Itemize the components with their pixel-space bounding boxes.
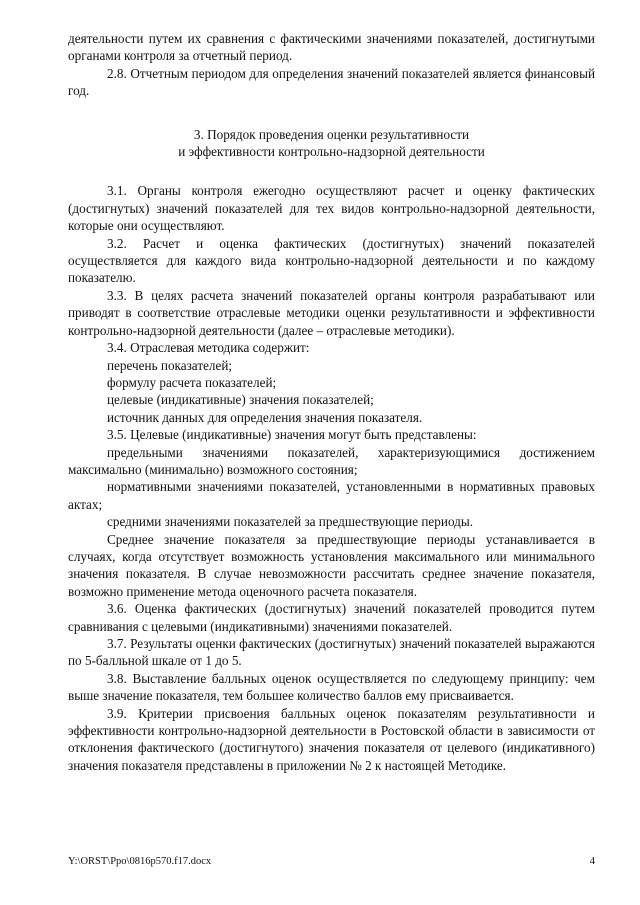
section-heading-line-1: 3. Порядок проведения оценки результативности xyxy=(193,126,470,142)
footer-file-path: Y:\ORST\Ppo\0816p570.f17.docx xyxy=(68,856,212,867)
paragraph-3-4: 3.4. Отраслевая методика содержит: xyxy=(107,340,310,356)
list-item: перечень показателей; xyxy=(107,357,233,373)
list-item: целевые (индикативные) значения показателей; xyxy=(107,392,374,408)
document-body xyxy=(68,30,595,774)
list-item: формулу расчета показателей; xyxy=(107,374,277,390)
paragraph-3-1: 3.1. Органы контроля ежегодно осуществляют расчет и оценку фактических (достигнутых) значений показателей для тех видов контрольно-надзорной деятельности, которые они осуществляют. xyxy=(68,183,595,234)
page-number: 4 xyxy=(589,856,595,867)
paragraph-3-2: 3.2. Расчет и оценка фактических (достигнутых) значений показателей осуществляется для каждого вида контрольно-надзорной деятельности и по каждому показателю. xyxy=(68,235,595,286)
paragraph-2-8: 2.8. Отчетным периодом для определения значений показателей является финансовый год. xyxy=(68,65,595,99)
paragraph-continuation: деятельности путем их сравнения с фактическими значениями показателей, достигнутыми органами контроля за отчетный период. xyxy=(68,31,595,64)
paragraph-3-6: 3.6. Оценка фактических (достигнутых) значений показателей проводится путем сравнивания с целевыми (индикативными) значениями показателей. xyxy=(68,601,595,634)
section-heading-line-2: и эффективности контрольно-надзорной деятельности xyxy=(178,144,485,160)
paragraph-3-9: 3.9. Критерии присвоения балльных оценок показателям результативности и эффективности контрольно-надзорной деятельности в Ростовской области в зависимости от отклонения фактического (достигнутого) значения показателя от целевого (индикативного) значения показателя представлены в приложении № 2 к настоящей Методике. xyxy=(68,705,595,773)
page-footer xyxy=(68,856,595,867)
paragraph-3-3: 3.3. В целях расчета значений показателей органы контроля разрабатывают или приводят в соответствие отраслевые методики оценки результативности и эффективности контрольно-надзорной деятельности (далее – отраслевые методики). xyxy=(68,287,595,338)
paragraph-average-value: Среднее значение показателя за предшествующие периоды устанавливается в случаях, когда отсутствует возможность установления максимального или минимального значения показателя. В случае невозможности рассчитать среднее значение показателя, возможно применение метода оценочного расчета показателя. xyxy=(68,531,595,599)
list-item: нормативными значениями показателей, установленными в нормативных правовых актах; xyxy=(68,479,595,512)
paragraph-3-7: 3.7. Результаты оценки фактических (достигнутых) значений показателей выражаются по 5-балльной шкале от 1 до 5. xyxy=(68,636,595,669)
list-item: предельными значениями показателей, характеризующимися достижением максимально (минимально) возможного состояния; xyxy=(68,444,595,477)
paragraph-3-5: 3.5. Целевые (индикативные) значения могут быть представлены: xyxy=(107,427,477,443)
list-item: источник данных для определения значения показателя. xyxy=(107,409,423,425)
paragraph-3-8: 3.8. Выставление балльных оценок осуществляется по следующему принципу: чем выше значение показателя, тем большее количество баллов ему присваивается. xyxy=(68,670,595,704)
section-heading xyxy=(68,126,595,161)
list-item: средними значениями показателей за предшествующие периоды. xyxy=(107,514,474,530)
